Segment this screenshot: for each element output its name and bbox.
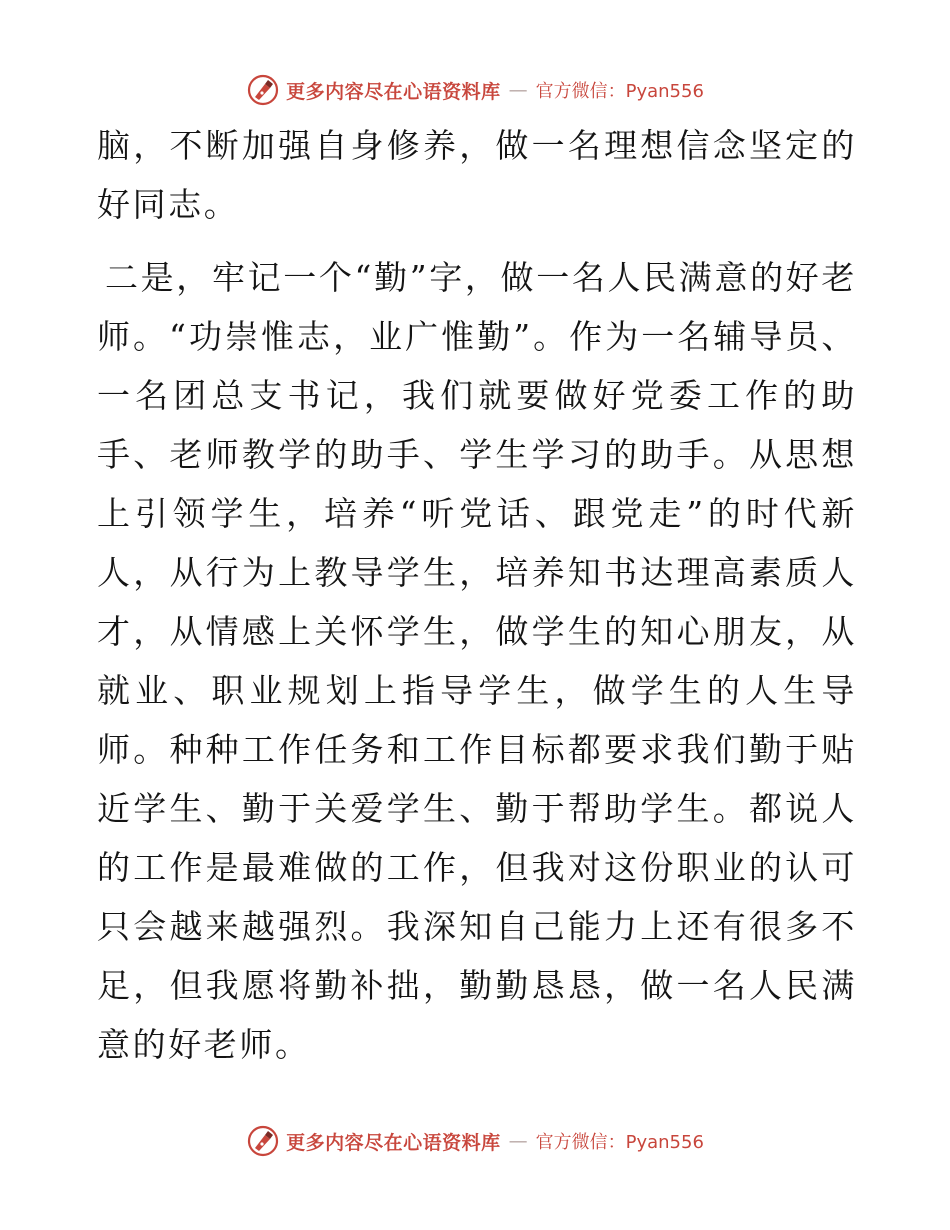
banner-wechat-text: 官方微信：Pyan556: [535, 1132, 704, 1153]
paragraph-1: 脑，不断加强自身修养，做一名理想信念坚定的好同志。: [97, 126, 857, 224]
footer-banner: [0, 1121, 950, 1161]
document-body: [97, 116, 857, 1074]
banner-wechat-text: 官方微信：Pyan556: [535, 81, 704, 102]
paragraph-2: 二是，牢记一个“勤”字，做一名人民满意的好老师。“功崇惟志，业广惟勤”。作为一名辅导员、一名团总支书记，我们就要做好党委工作的助手、老师教学的助手、学生学习的助手。从思想上引领学生，培养“听党话、跟党走”的时代新人，从行为上教导学生，培养知书达理高素质人才，从情感上关怀学生，做学生的知心朋友，从就业、职业规划上指导学生，做学生的人生导师。种种工作任务和工作目标都要求我们勤于贴近学生、勤于关爱学生、勤于帮助学生。都说人的工作是最难做的工作，但我对这份职业的认可只会越来越强烈。我深知自己能力上还有很多不足，但我愿将勤补拙，勤勤恳恳，做一名人民满意的好老师。: [97, 258, 857, 1064]
pen-nib-logo-icon: [246, 73, 280, 107]
banner-dash: —: [508, 79, 528, 101]
banner-brand-text: 更多内容尽在心语资料库: [286, 1131, 501, 1154]
banner-brand-text: 更多内容尽在心语资料库: [286, 80, 501, 103]
header-banner: [0, 70, 950, 110]
banner-dash: —: [508, 1130, 528, 1152]
pen-nib-logo-icon: [246, 1124, 280, 1158]
